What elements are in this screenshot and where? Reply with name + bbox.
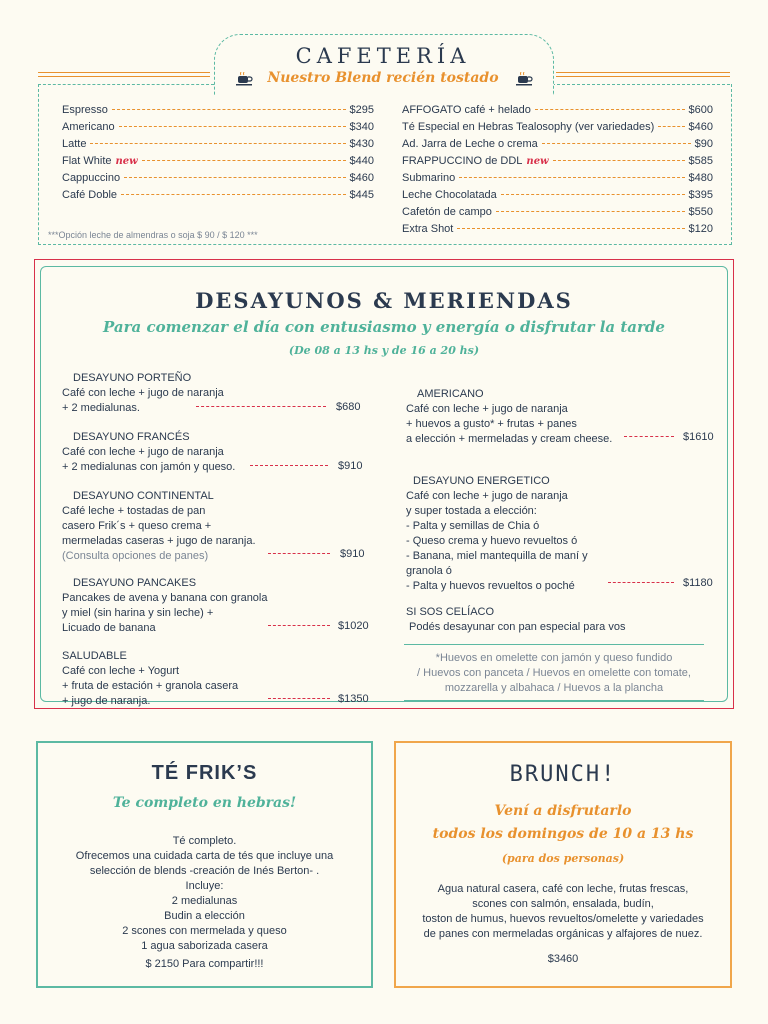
note-line: / Huevos con panceta / Huevos en omelette con tomate, — [417, 667, 691, 679]
item-price: $480 — [688, 172, 713, 184]
price-row — [608, 577, 713, 589]
block-line: Pancakes de avena y banana con granola — [62, 592, 268, 604]
block-line: + huevos a gusto* + frutas + panes — [406, 418, 577, 430]
item-name: Ad. Jarra de Leche o crema — [402, 138, 538, 150]
new-badge: new — [115, 156, 138, 167]
block-line: Café leche + tostadas de pan — [62, 505, 206, 517]
block-title: DESAYUNO CONTINENTAL — [73, 490, 214, 502]
block-title: AMERICANO — [417, 388, 484, 400]
brunch-schedule: todos los domingos de 10 a 13 hs — [432, 826, 694, 842]
menu-block-celiaco — [406, 605, 625, 635]
menu-item — [402, 104, 713, 121]
block-line: Café con leche + jugo de naranja — [406, 403, 568, 415]
block-line: - Banana, miel mantequilla de maní y — [406, 550, 588, 562]
item-name: Cappuccino — [62, 172, 121, 184]
te-line: 2 scones con mermelada y queso — [122, 925, 287, 937]
block-title: DESAYUNO PANCAKES — [73, 577, 197, 589]
item-name: Extra Shot — [402, 223, 454, 235]
menu-block-energetico — [406, 474, 588, 594]
block-line: Café con leche + jugo de naranja — [62, 387, 224, 399]
brunch-line: toston de humus, huevos revueltos/omelette y variedades — [422, 913, 704, 925]
coffee-cup-icon — [516, 72, 534, 86]
cafeteria-subtitle: Nuestro Blend recién tostado — [267, 70, 499, 86]
brunch-title: BRUNCH! — [509, 762, 617, 787]
brunch-description — [394, 882, 732, 942]
block-line: y super tostada a elección: — [406, 505, 537, 517]
menu-block-pancakes — [62, 576, 268, 636]
menu-block-continental — [62, 489, 256, 564]
block-line: a elección + mermeladas y cream cheese. — [406, 433, 613, 445]
item-name: Submarino — [402, 172, 456, 184]
menu-item — [402, 223, 713, 240]
divider — [38, 72, 210, 73]
block-line: casero Frik´s + queso crema + — [62, 520, 212, 532]
desayunos-hours: (De 08 a 13 hs y de 16 a 20 hs) — [288, 344, 480, 357]
block-line: + 2 medialunas. — [62, 402, 140, 414]
item-price: $440 — [349, 155, 374, 167]
menu-item — [62, 121, 374, 138]
block-title: DESAYUNO FRANCÉS — [73, 431, 190, 443]
block-line: - Queso crema y huevo revueltos ó — [406, 535, 578, 547]
desayunos-subtitle: Para comenzar el día con entusiasmo y energía o disfrutar la tarde — [103, 318, 665, 336]
brunch-line: Agua natural casera, café con leche, frutas frescas, — [437, 883, 689, 895]
te-line: Incluye: — [185, 880, 224, 892]
block-line: Licuado de banana — [62, 622, 156, 634]
te-line: Té completo. — [172, 835, 237, 847]
item-name: Cafetón de campo — [402, 206, 492, 218]
item-name: Americano — [62, 121, 115, 133]
menu-item — [402, 172, 713, 189]
item-price: $90 — [694, 138, 713, 150]
item-name: AFFOGATO café + helado — [402, 104, 531, 116]
block-line: + 2 medialunas con jamón y queso. — [62, 461, 236, 473]
cafeteria-note: ***Opción leche de almendras o soja $ 90 / $ 120 *** — [48, 230, 258, 240]
price-row — [624, 431, 714, 443]
item-price: $340 — [349, 121, 374, 133]
block-line: - Palta y semillas de Chia ó — [406, 520, 540, 532]
te-line: Budin a elección — [164, 910, 245, 922]
menu-block-americano — [406, 387, 612, 447]
divider — [552, 84, 730, 85]
block-line: Café con leche + jugo de naranja — [406, 490, 568, 502]
item-name: FRAPPUCCINO de DDL — [402, 155, 523, 167]
block-line: mermeladas caseras + jugo de naranja. — [62, 535, 256, 547]
te-subtitle: Te completo en hebras! — [112, 795, 297, 811]
block-line: Café con leche + Yogurt — [62, 665, 180, 677]
te-line: 2 medialunas — [171, 895, 238, 907]
item-price: $600 — [688, 104, 713, 116]
price-row — [268, 548, 364, 560]
block-line: y miel (sin harina y sin leche) + — [62, 607, 214, 619]
menu-item — [62, 172, 374, 189]
te-title: TÉ FRIK’S — [151, 762, 258, 784]
item-price: $910 — [338, 460, 363, 472]
price-row — [250, 460, 362, 472]
item-price: $1350 — [338, 693, 369, 705]
eggs-note — [404, 644, 704, 701]
menu-item — [402, 155, 713, 172]
block-note: (Consulta opciones de panes) — [62, 550, 209, 562]
note-line: mozzarella y albahaca / Huevos a la plancha — [444, 682, 664, 694]
block-line: + jugo de naranja. — [62, 695, 151, 707]
item-price: $460 — [349, 172, 374, 184]
menu-block-saludable — [62, 649, 238, 709]
te-line: selección de blends -creación de Inés Berton- . — [89, 865, 320, 877]
price-row — [196, 401, 360, 413]
brunch-line: scones con salmón, ensalada, budín, — [472, 898, 654, 910]
block-title: SI SOS CELÍACO — [406, 606, 495, 618]
menu-item — [62, 189, 374, 206]
divider — [556, 72, 730, 73]
brunch-subtitle: Vení a disfrutarlo — [494, 803, 632, 819]
block-line: Café con leche + jugo de naranja — [62, 446, 224, 458]
menu-item — [402, 121, 713, 138]
brunch-price: $3460 — [547, 953, 579, 965]
item-name: Café Doble — [62, 189, 118, 201]
item-name: Té Especial en Hebras Tealosophy (ver variedades) — [402, 121, 655, 133]
menu-item — [402, 138, 713, 155]
brunch-line: de panes con mermeladas orgánicas y alfajores de nuez. — [423, 928, 703, 940]
item-price: $460 — [688, 121, 713, 133]
block-title: SALUDABLE — [62, 650, 127, 662]
item-name: Flat White — [62, 155, 112, 167]
brunch-serving: (para dos personas) — [501, 852, 625, 865]
te-line: 1 agua saborizada casera — [141, 940, 268, 952]
menu-item — [402, 189, 713, 206]
item-price: $295 — [349, 104, 374, 116]
item-price: $1610 — [683, 431, 714, 443]
block-title: DESAYUNO ENERGETICO — [413, 475, 550, 487]
item-price: $395 — [688, 189, 713, 201]
item-price: $1020 — [338, 620, 369, 632]
te-line: Ofrecemos una cuidada carta de tés que incluye una — [75, 850, 334, 862]
menu-item — [62, 104, 374, 121]
block-line: - Palta y huevos revueltos o poché — [406, 580, 575, 592]
block-title: DESAYUNO PORTEÑO — [73, 372, 192, 384]
block-line: + fruta de estación + granola casera — [62, 680, 239, 692]
item-price: $120 — [688, 223, 713, 235]
block-line: Podés desayunar con pan especial para vos — [409, 621, 626, 633]
note-line: *Huevos en omelette con jamón y queso fundido — [435, 652, 673, 664]
menu-item — [62, 138, 374, 155]
desayunos-title: DESAYUNOS & MERIENDAS — [195, 288, 573, 313]
menu-item — [402, 206, 713, 223]
item-price: $910 — [340, 548, 365, 560]
block-line: granola ó — [406, 565, 452, 577]
divider — [38, 76, 210, 77]
menu-item — [62, 155, 374, 172]
item-name: Latte — [62, 138, 87, 150]
divider — [38, 84, 214, 85]
divider — [556, 76, 730, 77]
item-price: $550 — [688, 206, 713, 218]
item-price: $680 — [336, 401, 361, 413]
item-price: $585 — [688, 155, 713, 167]
cafeteria-title: CAFETERÍA — [295, 44, 471, 68]
new-badge: new — [526, 156, 549, 167]
te-price: $ 2150 Para compartir!!! — [145, 958, 264, 970]
price-row — [268, 693, 369, 705]
coffee-cup-icon — [236, 72, 254, 86]
item-name: Leche Chocolatada — [402, 189, 497, 201]
item-price: $445 — [349, 189, 374, 201]
menu-block-frances — [62, 430, 235, 475]
price-row — [268, 620, 369, 632]
te-description — [36, 834, 373, 954]
item-price: $1180 — [683, 577, 713, 589]
item-name: Espresso — [62, 104, 108, 116]
item-price: $430 — [349, 138, 374, 150]
